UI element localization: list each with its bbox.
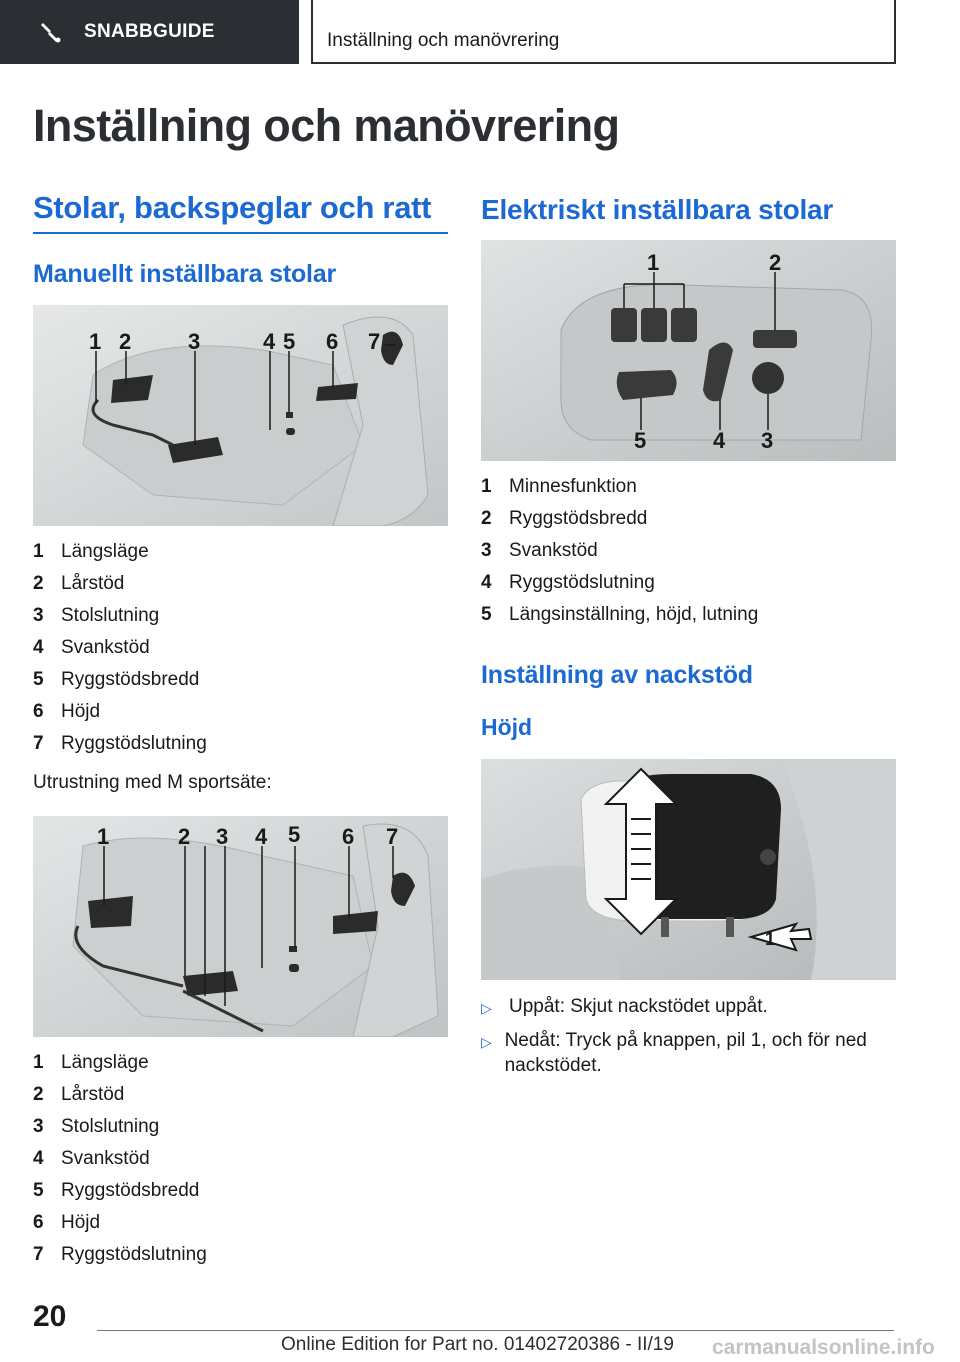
section-title-seats-mirrors-wheel: Stolar, backspeglar och ratt — [33, 190, 448, 234]
step-item: ▷ Nedåt: Tryck på knappen, pil 1, och för ned nackstödet. — [481, 1030, 867, 1076]
headrest-height-subtitle: Höjd — [481, 714, 533, 740]
m-sport-seat-illustration — [33, 816, 448, 1037]
legend-item: 4 Svankstöd — [33, 1148, 150, 1169]
callout-2: 2 — [769, 250, 782, 275]
callout-3: 3 — [216, 824, 229, 849]
callout-4: 4 — [713, 428, 726, 453]
wrench-icon — [38, 19, 64, 45]
page-title: Inställning och manövrering — [33, 100, 620, 151]
triangle-bullet-icon: ▷ — [481, 1034, 492, 1050]
triangle-bullet-icon: ▷ — [481, 1000, 492, 1016]
legend-item: 1 Längsläge — [33, 541, 149, 562]
callout-2: 2 — [178, 824, 191, 849]
legend-item: 1 Minnesfunktion — [481, 476, 637, 497]
legend-item: 3 Stolslutning — [33, 605, 160, 626]
manual-seats-title: Manuellt inställbara stolar — [33, 260, 337, 288]
legend-item: 2 Ryggstödsbredd — [481, 508, 648, 529]
legend-item: 1 Längsläge — [33, 1052, 149, 1073]
callout-4: 4 — [263, 329, 276, 354]
callout-3: 3 — [188, 329, 201, 354]
callout-3: 3 — [761, 428, 774, 453]
legend-item: 4 Ryggstödslutning — [481, 572, 655, 593]
legend-item: 2 Lårstöd — [33, 573, 125, 594]
callout-5: 5 — [283, 329, 296, 354]
legend-item: 6 Höjd — [33, 1212, 101, 1233]
m-sport-note: Utrustning med M sportsäte: — [33, 772, 272, 793]
callout-1: 1 — [89, 329, 102, 354]
electric-seat-legend — [481, 471, 896, 631]
legend-item: 2 Lårstöd — [33, 1084, 125, 1105]
callout-1: 1 — [765, 929, 776, 949]
callout-5: 5 — [288, 822, 301, 847]
callout-5: 5 — [634, 428, 647, 453]
m-sport-seat-legend — [33, 1047, 448, 1271]
seat-switch-illustration — [481, 240, 896, 461]
callout-1: 1 — [97, 824, 110, 849]
legend-item: 7 Ryggstödslutning — [33, 1244, 207, 1265]
electric-seats-title: Elektriskt inställbara stolar — [481, 194, 834, 225]
callout-2: 2 — [119, 329, 132, 354]
header-section-title: Inställning och manövrering — [311, 0, 896, 64]
legend-item: 7 Ryggstödslutning — [33, 733, 207, 754]
callout-7: 7 — [386, 824, 399, 849]
manual-seat-illustration — [33, 305, 448, 526]
callout-7: 7 — [368, 329, 381, 354]
callout-6: 6 — [342, 824, 355, 849]
legend-item: 5 Ryggstödsbredd — [33, 1180, 200, 1201]
electric-seat-switch-photo — [481, 240, 896, 461]
quick-guide-tab[interactable] — [0, 0, 299, 64]
page-number: 20 — [33, 1300, 67, 1333]
legend-item: 3 Stolslutning — [33, 1116, 160, 1137]
headrest-title: Inställning av nackstöd — [481, 661, 753, 689]
callout-1: 1 — [647, 250, 660, 275]
headrest-steps — [481, 994, 896, 1078]
left-column — [33, 190, 448, 1271]
legend-item: 5 Längsinställning, höjd, lutning — [481, 604, 759, 625]
legend-item: 4 Svankstöd — [33, 637, 150, 658]
callout-6: 6 — [326, 329, 339, 354]
step-item: ▷ Uppåt: Skjut nackstödet uppåt. — [481, 994, 896, 1021]
headrest-illustration — [481, 759, 896, 980]
legend-item: 5 Ryggstödsbredd — [33, 669, 200, 690]
headrest-photo — [481, 759, 896, 980]
watermark: carmanualsonline.info — [712, 1336, 935, 1359]
quick-guide-label: SNABBGUIDE — [84, 21, 215, 42]
manual-seat-legend — [33, 536, 448, 760]
edition-text: Online Edition for Part no. 01402720386 - II/19 — [281, 1334, 674, 1355]
legend-item: 3 Svankstöd — [481, 540, 598, 561]
callout-4: 4 — [255, 824, 268, 849]
manual-seat-photo — [33, 305, 448, 526]
footer-divider — [97, 1330, 894, 1331]
m-sport-seat-photo — [33, 816, 448, 1037]
right-column — [481, 190, 896, 1085]
legend-item: 6 Höjd — [33, 701, 101, 722]
